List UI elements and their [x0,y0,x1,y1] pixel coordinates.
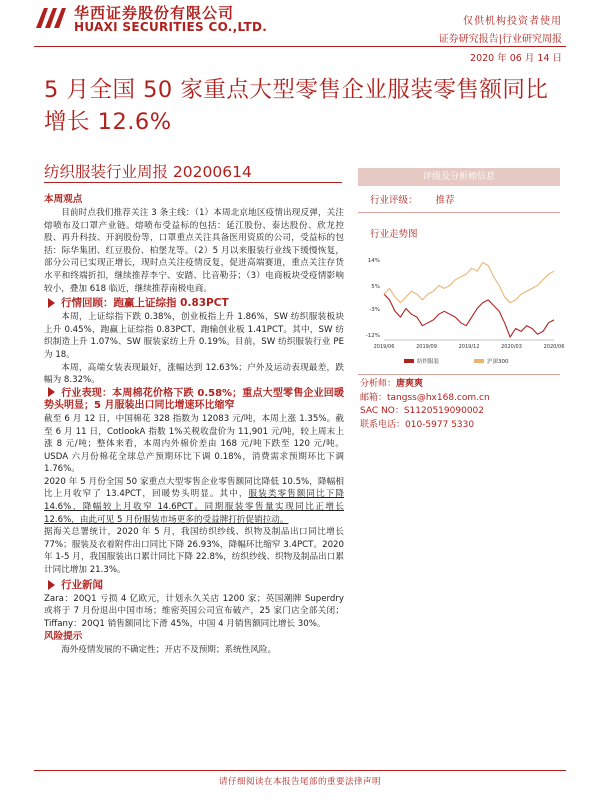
audience-note: 仅供机构投资者使用 [463,16,562,27]
report-subtitle: 纺织服装行业周报 20200614 [44,163,252,181]
subtitle-divider [44,182,342,183]
market-review-text-1: 本周，上证综指下跌 0.38%，创业板指上升 1.86%，SW 纺织服装板块上升 0.45%，跑赢上证综指 0.83PCT、跑输创业板 1.41PCT。其中，SW 纺织制造上升 1.07%、SW 服装家纺上升 0.19%。目前，SW 纺织服装行业 PE 为 18。 [44,312,344,360]
analyst-email: 邮箱：tangss@hx168.com.cn [360,392,490,403]
industry-trend-chart [358,246,565,372]
industry-cotton-text: 截至 6 月 12 日，中国棉花 328 指数为 12083 元/吨，本周上涨 1.35%。截至 6 月 11 日，CotlookA 指数 1%关税收盘价为 11,901 元/吨，较上周末上涨 8 元/吨；整体来看，本周内外棉价差由 168 元/吨下跌至 120 元/吨。USDA 六月份棉花全球总产预期环比下调 0.18%，消费需求预期环比下调 1.76%。 [44,413,344,475]
triangle-bullet-icon [48,298,55,308]
market-review-heading: 行情回顾：跑赢上证综指 0.83PCT [61,297,229,310]
legend-swatch [404,359,414,363]
industry-rating [370,192,550,206]
analyst-label: 分析师： [360,379,397,389]
weekly-view-heading: 本周观点 [44,194,83,205]
report-category: 证券研究报告|行业研究周报 [438,34,562,45]
footer-divider [34,770,566,771]
industry-retail-text [44,476,344,526]
report-date: 2020 年 06 月 14 日 [470,53,562,64]
rating-label: 行业评级： [370,195,418,206]
market-review-text-2: 本周，高端女装表现最好，涨幅达到 12.63%；户外及运动表现最差，跌幅为 8.32%。 [44,362,344,386]
x-tick-label: 2020/06 [543,344,565,350]
risk-text: 海外疫情发展的不确定性；开店不及预期；系统性风险。 [61,645,277,656]
report-title: 5 月全国 50 家重点大型零售企业服装零售额同比增长 12.6% [44,77,549,135]
y-tick-label: -12% [365,332,380,339]
industry-news-text: Zara：20Q1 亏损 4 亿欧元，计划永久关店 1200 家；英国潮牌 Superdry 或将于 7 月份退出中国市场；维密英国公司宣布破产，25 家门店全部关闭；Tiffany：20Q1 销售额同比下滑 45%，中国 4 月销售额同比增长 30%。 [44,593,344,629]
risk-heading: 风险提示 [44,631,83,643]
main-content [44,193,344,657]
y-tick-label: 14% [367,258,380,265]
analyst-name: 唐爽爽 [396,379,424,389]
industry-performance-block [44,387,344,413]
industry-retail-text-a: 2020 年 5 月份全国 50 家重点大型零售企业零售额同比降低 10.5%，降幅相比上月收窄了 13.4PCT，回暖势头明显。其中， [44,476,344,500]
weekly-view-text: 目前时点我们推荐关注 3 条主线：（1）本周北京地区疫情出现反弹，关注熔喷布及口罩产业链。熔喷布受益标的包括：延江股份、泰达股份、欣龙控股、再升科技、开润股份等，口罩重点关注具备医用资质的公司，受益标的包括：际华集团、红豆股份、柏堡龙等。（2）5 月以来服装行业线下缓慢恢复，部分公司已实现正增长，现时点关注疫情反复，促进高端赛道，重点关注存货水平和终端折扣，继续推荐李宁、安踏、比音勒芬；（3）电商板块受疫情影响较小，叠加 618 临近，继续推荐南极电商。 [44,208,344,294]
company-name-cn: 华西证券股份有限公司 [74,4,235,22]
analyst-name-row [360,378,560,392]
legend-swatch [474,359,484,363]
legend-label: 纺织服装 [417,359,440,365]
industry-export-text: 据海关总署统计，2020 年 5 月，我国纺织纱线、织物及制品出口同比增长 77%；服装及衣着附件出口同比下降 26.93%，降幅环比缩窄 3.4PCT。2020 年 1-5 月，我国服装出口累计同比下降 22.8%，纺织纱线、织物及制品出口累计同比增加 21.3%。 [44,527,344,576]
header-divider [34,46,566,47]
market-review-bullet [48,295,344,311]
analyst-sac: SAC NO：S1120519090002 [360,406,484,417]
industry-news-heading: 行业新闻 [61,578,103,591]
analyst-phone: 联系电话：010-5977 5330 [360,419,475,430]
trend-chart-label: 行业走势图 [370,229,418,240]
company-logo-icon [34,4,68,30]
x-tick-label: 2019/09 [416,344,437,350]
y-tick-label: -3% [369,306,380,313]
rating-divider [358,212,560,213]
x-tick-label: 2019/12 [458,344,480,350]
y-tick-label: 5% [371,284,380,291]
rating-box-title: 评级及分析师信息 [358,168,560,186]
chart-divider [358,374,560,375]
triangle-bullet-icon [48,580,55,590]
industry-retail-text-b: 服装类零售额同比下降 14.6%，降幅较上月收窄 14.6PCT。同期服装零售量实现同比正增长 12.6%，由此可见 5 月份服装市场更多的受益牌打折促销拉动。 [44,489,344,525]
company-name-en: HUAXI SECURITIES CO.,LTD. [74,20,268,34]
triangle-bullet-icon [48,387,55,397]
x-tick-label: 2020/03 [501,344,522,350]
legend-label: 沪深300 [487,359,509,365]
legal-disclaimer: 请仔细阅读在本报告尾部的重要法律声明 [218,777,381,787]
series-line-2 [384,263,554,303]
industry-performance-heading: 行业表现：本周棉花价格下跌 0.58%；重点大型零售企业回暖势头明显；5 月服装出口同比增速环比缩窄 [44,387,344,412]
series-line-1 [384,294,554,337]
x-tick-label: 2019/06 [373,344,395,350]
analyst-info [360,378,560,432]
rating-value: 推荐 [435,195,455,206]
industry-news-bullet [48,577,344,593]
